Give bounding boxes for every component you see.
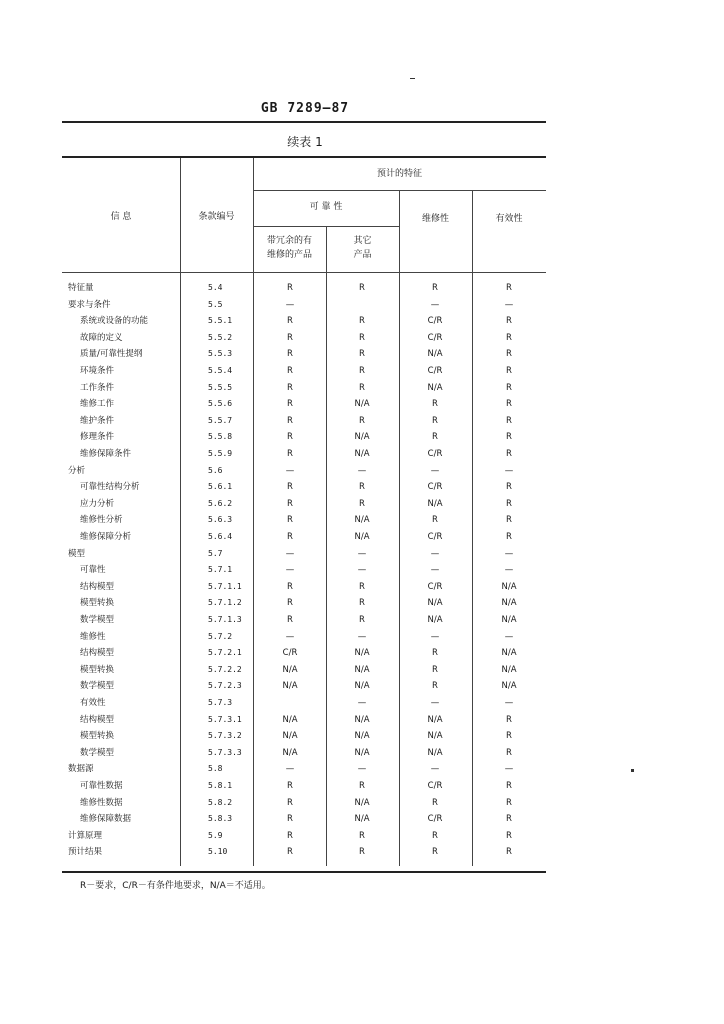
cell-maintainability: R xyxy=(432,664,438,675)
cell-redundant: N/A xyxy=(282,714,298,725)
cell-maintainability: — xyxy=(430,565,440,576)
header-redundant-line1: 带冗余的有 xyxy=(266,236,312,246)
cell-other: N/A xyxy=(354,797,370,808)
cell-other: R xyxy=(359,283,365,293)
cell-redundant: — xyxy=(285,631,295,642)
table-row xyxy=(62,313,546,330)
cell-availability: R xyxy=(506,714,512,725)
cell-redundant: R xyxy=(287,366,293,376)
cell-redundant: — xyxy=(285,565,295,576)
table-row xyxy=(62,728,546,745)
cell-info: 模型转换 xyxy=(80,731,115,742)
cell-info: 维护条件 xyxy=(80,415,115,426)
cell-other: — xyxy=(357,565,367,576)
table-row xyxy=(62,595,546,612)
cell-maintainability: N/A xyxy=(427,382,443,393)
cell-maintainability: R xyxy=(432,515,438,526)
cell-clause: 5.5.4 xyxy=(208,366,233,375)
cell-redundant: R xyxy=(287,814,293,825)
cell-maintainability: N/A xyxy=(427,615,443,625)
cell-info: 模型转换 xyxy=(80,598,115,609)
cell-availability: R xyxy=(506,847,512,858)
cell-other: N/A xyxy=(354,532,370,542)
cell-other: N/A xyxy=(354,731,370,742)
cell-availability: R xyxy=(506,366,512,376)
cell-maintainability: C/R xyxy=(427,366,443,376)
cell-redundant: R xyxy=(287,382,293,393)
cell-maintainability: C/R xyxy=(427,332,443,343)
cell-clause: 5.7.2.1 xyxy=(208,648,242,658)
cell-info: 计算原理 xyxy=(68,830,103,841)
cell-redundant: N/A xyxy=(282,664,298,675)
cell-availability: — xyxy=(504,631,514,642)
cell-redundant: R xyxy=(287,830,293,841)
cell-clause: 5.10 xyxy=(208,847,228,857)
table-row xyxy=(62,645,546,662)
cell-other: R xyxy=(359,581,365,592)
table-row xyxy=(62,712,546,729)
cell-clause: 5.9 xyxy=(208,830,223,840)
cell-other: N/A xyxy=(354,681,370,692)
cell-maintainability: C/R xyxy=(427,482,443,493)
cell-redundant: — xyxy=(285,465,295,476)
table-top-rule xyxy=(62,156,546,158)
cell-availability: R xyxy=(506,449,512,459)
cell-redundant: R xyxy=(287,515,293,526)
cell-maintainability: — xyxy=(430,631,440,642)
cell-redundant: N/A xyxy=(282,747,298,758)
cell-availability: R xyxy=(506,415,512,426)
cell-clause: 5.7.1.3 xyxy=(208,615,242,624)
cell-other: R xyxy=(359,615,365,625)
cell-availability: R xyxy=(506,332,512,343)
cell-redundant: R xyxy=(287,316,293,327)
table-row xyxy=(62,330,546,347)
cell-availability: R xyxy=(506,316,512,327)
cell-availability: — xyxy=(504,299,514,310)
cell-clause: 5.7.3.1 xyxy=(208,714,242,724)
cell-redundant: C/R xyxy=(282,648,298,659)
cell-maintainability: N/A xyxy=(427,598,443,609)
cell-info: 维修性分析 xyxy=(80,515,123,526)
cell-redundant: R xyxy=(287,283,293,293)
cell-info: 结构模型 xyxy=(80,581,115,592)
header-reliability: 可 靠 性 xyxy=(309,202,343,212)
cell-maintainability: R xyxy=(432,681,438,692)
cell-clause: 5.7.3 xyxy=(208,698,233,707)
header-maintainability: 维修性 xyxy=(421,214,449,224)
cell-redundant: R xyxy=(287,482,293,493)
divider-reliability-sub xyxy=(253,226,399,227)
cell-maintainability: R xyxy=(432,847,438,858)
cell-other: R xyxy=(359,598,365,609)
cell-info: 故障的定义 xyxy=(80,332,123,343)
table-row xyxy=(62,612,546,629)
cell-info: 预计结果 xyxy=(68,847,103,858)
cell-availability: R xyxy=(506,532,512,542)
cell-clause: 5.7.3.2 xyxy=(208,731,242,741)
cell-redundant: R xyxy=(287,581,293,592)
cell-maintainability: R xyxy=(432,648,438,659)
cell-redundant: R xyxy=(287,598,293,609)
cell-availability: R xyxy=(506,432,512,443)
cell-clause: 5.7 xyxy=(208,548,223,558)
cell-other: N/A xyxy=(354,814,370,825)
cell-clause: 5.6.4 xyxy=(208,532,233,541)
cell-clause: 5.5.5 xyxy=(208,382,233,392)
cell-other: R xyxy=(359,830,365,841)
cell-info: 系统或设备的功能 xyxy=(80,316,149,327)
cell-availability: R xyxy=(506,399,512,410)
cell-clause: 5.7.1 xyxy=(208,565,233,575)
table-row xyxy=(62,380,546,397)
cell-redundant: R xyxy=(287,781,293,791)
cell-maintainability: — xyxy=(430,548,440,559)
cell-other: N/A xyxy=(354,449,370,459)
cell-availability: — xyxy=(504,698,514,708)
cell-maintainability: — xyxy=(430,465,440,476)
cell-availability: R xyxy=(506,382,512,393)
cell-info: 可靠性 xyxy=(80,565,106,576)
cell-maintainability: N/A xyxy=(427,747,443,758)
cell-redundant: R xyxy=(287,349,293,360)
cell-maintainability: — xyxy=(430,698,440,708)
cell-other: N/A xyxy=(354,432,370,443)
cell-redundant: R xyxy=(287,415,293,426)
table-row xyxy=(62,844,546,861)
table-row xyxy=(62,811,546,828)
header-predicted: 预计的特征 xyxy=(376,169,422,179)
header-availability: 有效性 xyxy=(495,214,523,224)
cell-clause: 5.7.2.3 xyxy=(208,681,242,691)
cell-other: — xyxy=(357,465,367,476)
cell-availability: — xyxy=(504,548,514,559)
cell-info: 数据源 xyxy=(68,764,94,775)
table-row xyxy=(62,363,546,380)
table-row xyxy=(62,795,546,812)
cell-redundant: R xyxy=(287,532,293,542)
scan-speck xyxy=(631,769,634,772)
cell-maintainability: C/R xyxy=(427,814,443,825)
table-row xyxy=(62,629,546,646)
cell-clause: 5.8.1 xyxy=(208,781,233,790)
cell-info: 特征量 xyxy=(68,283,94,293)
cell-other: R xyxy=(359,847,365,858)
cell-maintainability: — xyxy=(430,764,440,775)
table-row xyxy=(62,579,546,596)
cell-info: 质量/可靠性提纲 xyxy=(80,349,143,360)
table-row xyxy=(62,678,546,695)
cell-info: 维修保障分析 xyxy=(80,532,132,542)
cell-maintainability: R xyxy=(432,797,438,808)
table-row xyxy=(62,463,546,480)
cell-availability: N/A xyxy=(501,598,517,609)
cell-redundant: R xyxy=(287,399,293,410)
cell-clause: 5.6.1 xyxy=(208,482,233,492)
cell-availability: R xyxy=(506,482,512,493)
cell-maintainability: N/A xyxy=(427,498,443,509)
cell-other: N/A xyxy=(354,648,370,659)
cell-maintainability: R xyxy=(432,415,438,426)
cell-availability: N/A xyxy=(501,581,517,592)
cell-maintainability: C/R xyxy=(427,781,443,791)
cell-clause: 5.7.1.1 xyxy=(208,581,242,591)
cell-info: 模型转换 xyxy=(80,664,115,675)
cell-info: 结构模型 xyxy=(80,714,115,725)
cell-clause: 5.6.3 xyxy=(208,515,233,525)
table-row xyxy=(62,745,546,762)
cell-clause: 5.6.2 xyxy=(208,498,233,508)
table-row xyxy=(62,429,546,446)
header-info: 信 息 xyxy=(110,212,132,222)
table-row xyxy=(62,512,546,529)
table-row xyxy=(62,396,546,413)
page-mark xyxy=(410,78,415,79)
header-bottom-rule xyxy=(62,272,546,273)
table-row xyxy=(62,546,546,563)
table-row xyxy=(62,695,546,712)
cell-info: 维修性数据 xyxy=(80,797,123,808)
top-rule xyxy=(62,121,546,123)
cell-availability: R xyxy=(506,747,512,758)
cell-availability: R xyxy=(506,349,512,360)
cell-info: 工作条件 xyxy=(80,382,115,393)
cell-availability: — xyxy=(504,465,514,476)
cell-info: 数学模型 xyxy=(80,615,115,625)
table-row xyxy=(62,828,546,845)
cell-availability: R xyxy=(506,731,512,742)
cell-info: 可靠性结构分析 xyxy=(80,482,140,493)
cell-clause: 5.8.2 xyxy=(208,797,233,807)
cell-availability: — xyxy=(504,764,514,775)
cell-info: 修理条件 xyxy=(80,432,115,443)
cell-info: 维修性 xyxy=(80,631,106,642)
cell-other: — xyxy=(357,548,367,559)
cell-maintainability: N/A xyxy=(427,731,443,742)
cell-info: 应力分析 xyxy=(80,498,115,509)
table-row xyxy=(62,413,546,430)
cell-other: N/A xyxy=(354,664,370,675)
cell-info: 分析 xyxy=(68,465,86,476)
cell-other: — xyxy=(357,698,367,708)
cell-clause: 5.6 xyxy=(208,465,223,475)
cell-other: R xyxy=(359,332,365,343)
cell-availability: — xyxy=(504,565,514,576)
cell-clause: 5.7.2.2 xyxy=(208,664,242,674)
table-row xyxy=(62,529,546,546)
cell-other: R xyxy=(359,498,365,509)
cell-clause: 5.7.3.3 xyxy=(208,747,242,757)
cell-info: 维修工作 xyxy=(80,399,115,410)
cell-info: 有效性 xyxy=(80,698,106,708)
cell-other: R xyxy=(359,482,365,493)
cell-redundant: — xyxy=(285,299,295,310)
cell-clause: 5.8.3 xyxy=(208,814,233,824)
table-row xyxy=(62,562,546,579)
table-row xyxy=(62,297,546,314)
cell-other: R xyxy=(359,415,365,426)
cell-redundant: R xyxy=(287,615,293,625)
cell-other: R xyxy=(359,781,365,791)
cell-maintainability: C/R xyxy=(427,581,443,592)
cell-maintainability: C/R xyxy=(427,532,443,542)
cell-other: R xyxy=(359,316,365,327)
cell-redundant: N/A xyxy=(282,681,298,692)
header-redundant-line2: 维修的产品 xyxy=(266,250,312,260)
cell-clause: 5.5.9 xyxy=(208,449,233,458)
cell-other: N/A xyxy=(354,714,370,725)
cell-clause: 5.5.7 xyxy=(208,415,233,425)
cell-redundant: N/A xyxy=(282,731,298,742)
cell-maintainability: C/R xyxy=(427,449,443,459)
cell-redundant: R xyxy=(287,847,293,858)
table-row xyxy=(62,446,546,463)
cell-availability: R xyxy=(506,515,512,526)
cell-maintainability: N/A xyxy=(427,714,443,725)
cell-redundant: — xyxy=(285,548,295,559)
cell-availability: R xyxy=(506,797,512,808)
cell-availability: N/A xyxy=(501,681,517,692)
cell-availability: R xyxy=(506,283,512,293)
standard-code: GB 7289—87 xyxy=(260,101,350,116)
cell-other: — xyxy=(357,764,367,775)
cell-maintainability: R xyxy=(432,432,438,443)
cell-maintainability: R xyxy=(432,283,438,293)
cell-info: 可靠性数据 xyxy=(80,781,123,791)
cell-clause: 5.4 xyxy=(208,283,223,292)
cell-clause: 5.5.8 xyxy=(208,432,233,442)
cell-info: 环境条件 xyxy=(80,366,115,376)
cell-info: 维修保障数据 xyxy=(80,814,132,825)
cell-other: R xyxy=(359,382,365,393)
table-row xyxy=(62,761,546,778)
cell-maintainability: C/R xyxy=(427,316,443,327)
cell-other: N/A xyxy=(354,747,370,758)
cell-redundant: R xyxy=(287,797,293,808)
header-other-line1: 其它 xyxy=(353,236,372,246)
cell-info: 结构模型 xyxy=(80,648,115,659)
cell-availability: N/A xyxy=(501,648,517,659)
cell-clause: 5.5.1 xyxy=(208,316,233,326)
cell-availability: R xyxy=(506,814,512,825)
cell-other: R xyxy=(359,366,365,376)
cell-info: 数学模型 xyxy=(80,681,115,692)
cell-redundant: — xyxy=(285,764,295,775)
footnote: R－要求，C/R－有条件地要求，N/A＝不适用。 xyxy=(80,881,271,891)
cell-clause: 5.5 xyxy=(208,299,223,309)
cell-info: 要求与条件 xyxy=(68,299,111,310)
cell-other: R xyxy=(359,349,365,360)
cell-maintainability: R xyxy=(432,399,438,410)
table-row xyxy=(62,662,546,679)
cell-redundant: R xyxy=(287,449,293,459)
cell-clause: 5.7.1.2 xyxy=(208,598,242,608)
cell-other: N/A xyxy=(354,515,370,526)
table-title: 续表 1 xyxy=(287,135,323,149)
cell-redundant: R xyxy=(287,432,293,443)
cell-clause: 5.5.3 xyxy=(208,349,233,359)
cell-maintainability: N/A xyxy=(427,349,443,360)
table-bottom-rule xyxy=(62,871,546,873)
cell-info: 模型 xyxy=(68,548,86,559)
cell-clause: 5.8 xyxy=(208,764,223,774)
table-row xyxy=(62,479,546,496)
header-other-line2: 产品 xyxy=(353,250,372,260)
cell-other: N/A xyxy=(354,399,370,410)
cell-availability: N/A xyxy=(501,664,517,675)
cell-redundant: R xyxy=(287,332,293,343)
table-row xyxy=(62,496,546,513)
cell-maintainability: R xyxy=(432,830,438,841)
cell-clause: 5.7.2 xyxy=(208,631,233,641)
cell-clause: 5.5.6 xyxy=(208,399,233,409)
cell-availability: R xyxy=(506,830,512,841)
header-other xyxy=(326,234,399,262)
table-row xyxy=(62,778,546,795)
header-clause: 条款编号 xyxy=(198,212,235,222)
cell-maintainability: — xyxy=(430,299,440,310)
cell-clause: 5.5.2 xyxy=(208,332,233,342)
cell-other: — xyxy=(357,631,367,642)
cell-availability: N/A xyxy=(501,615,517,625)
cell-info: 数学模型 xyxy=(80,747,115,758)
header-redundant xyxy=(253,234,326,262)
cell-availability: R xyxy=(506,781,512,791)
table-row xyxy=(62,346,546,363)
cell-info: 维修保障条件 xyxy=(80,449,132,459)
cell-redundant: R xyxy=(287,498,293,509)
cell-availability: R xyxy=(506,498,512,509)
table-row xyxy=(62,280,546,297)
